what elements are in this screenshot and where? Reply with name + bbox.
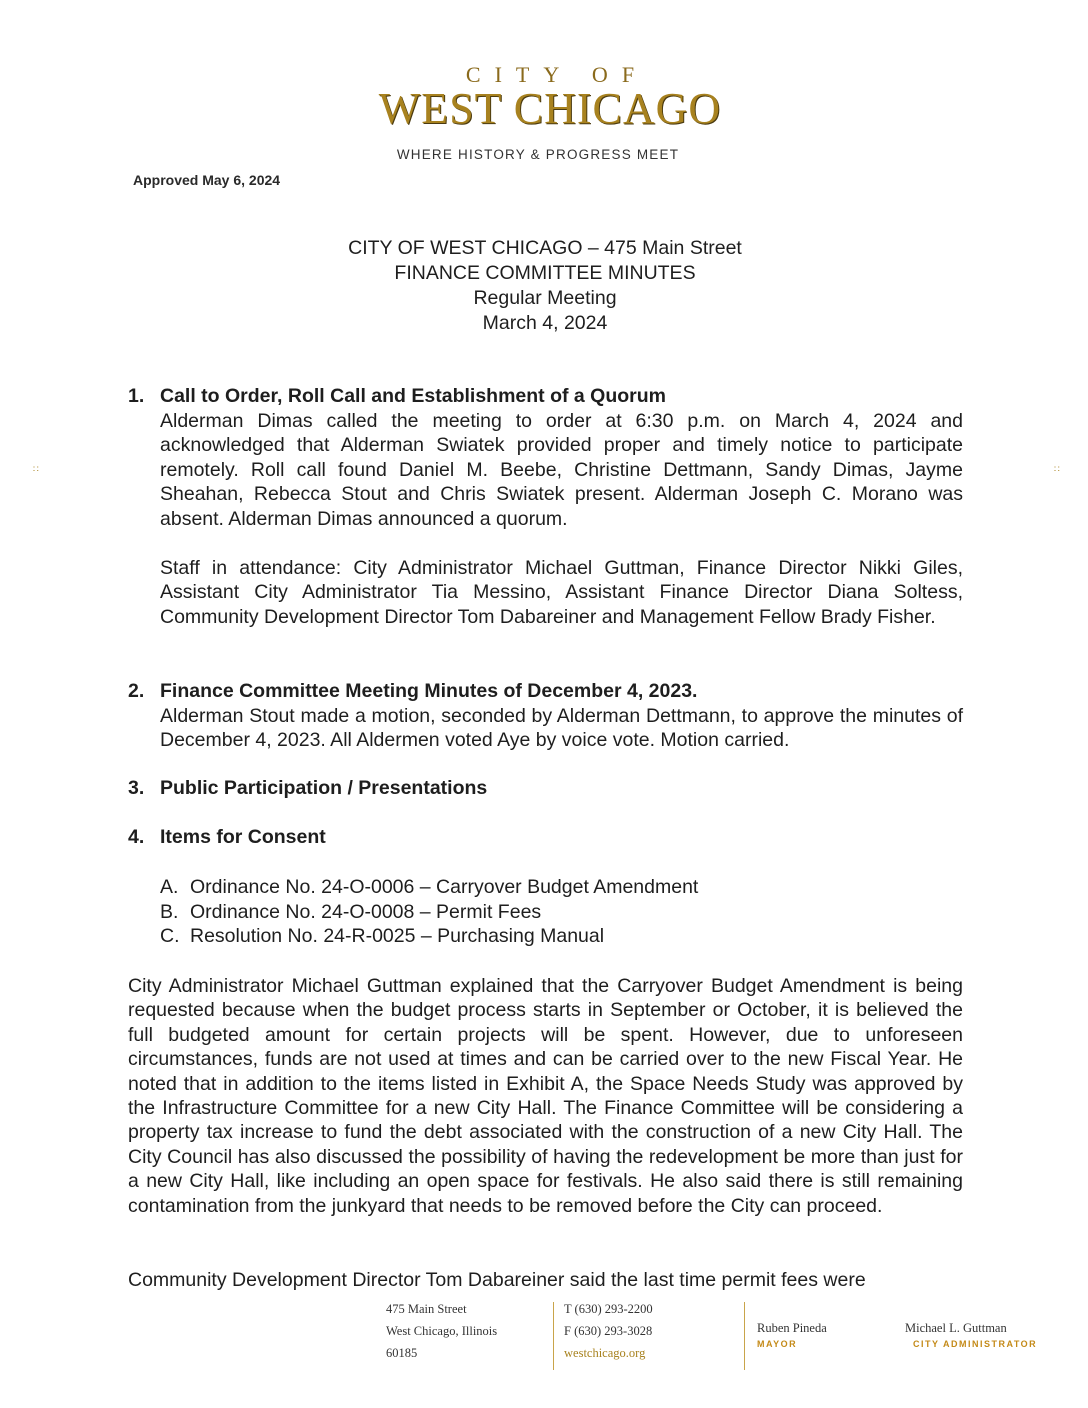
section-title-text: Finance Committee Meeting Minutes of December 4, 2023. xyxy=(160,680,698,702)
mayor-title: MAYOR xyxy=(757,1339,798,1349)
footer-mayor xyxy=(757,1320,827,1352)
list-item xyxy=(160,900,963,925)
section-4-title xyxy=(128,825,963,850)
footer-address xyxy=(386,1298,497,1364)
section-1 xyxy=(128,384,963,531)
footer-divider xyxy=(553,1302,554,1370)
body-paragraph-2: Community Development Director Tom Dabareiner said the last time permit fees were xyxy=(128,1269,866,1291)
administrator-name: Michael L. Guttman xyxy=(905,1321,1007,1335)
section-2-title xyxy=(128,679,963,704)
logo-city-of: CITY OF xyxy=(465,62,649,87)
address-line-1: 475 Main Street xyxy=(386,1302,467,1316)
body-paragraph-1-block xyxy=(128,974,963,1218)
footer-contact xyxy=(564,1298,653,1364)
item-label: A. xyxy=(160,876,179,898)
list-item xyxy=(160,924,963,949)
footer-divider xyxy=(744,1302,745,1370)
minutes-heading xyxy=(230,236,860,336)
section-number: 3. xyxy=(128,777,145,799)
phone-number: T (630) 293-2200 xyxy=(564,1302,653,1316)
section-number: 1. xyxy=(128,385,145,407)
section-2-paragraph: Alderman Stout made a motion, seconded by Alderman Dettmann, to approve the minutes of December 4, 2023. All Aldermen voted Aye by voice vote. Motion carried. xyxy=(160,705,963,752)
heading-line-2: FINANCE COMMITTEE MINUTES xyxy=(394,262,696,284)
fax-number: F (630) 293-3028 xyxy=(564,1324,653,1338)
logo-city-name: WEST CHICAGO xyxy=(378,84,722,133)
section-3-title xyxy=(128,776,963,801)
section-number: 4. xyxy=(128,826,145,848)
item-text: Ordinance No. 24-O-0006 – Carryover Budget Amendment xyxy=(190,876,699,898)
item-label: B. xyxy=(160,900,179,923)
section-title-text: Items for Consent xyxy=(160,826,326,848)
administrator-title: CITY ADMINISTRATOR xyxy=(913,1339,1038,1349)
letterhead-footer xyxy=(0,1298,1088,1378)
section-4 xyxy=(128,825,963,850)
tagline: WHERE HISTORY & PROGRESS MEET xyxy=(396,147,680,162)
body-paragraph-2-block xyxy=(128,1268,963,1292)
consent-list xyxy=(128,875,963,949)
address-line-2: West Chicago, Illinois xyxy=(386,1324,498,1338)
body-paragraph-1: City Administrator Michael Guttman explained that the Carryover Budget Amendment is being requested because when the budget process starts in September or October, it is believed the full budgeted amount for certain projects will be spent. However, due to unforeseen circumstances, funds are not used at times and can be carried over to the new Fiscal Year. He noted that in addition to the items listed in Exhibit A, the Space Needs Study was approved by the Infrastructure Committee for a new City Hall. The Finance Committee will be considering a property tax increase to fund the debt associated with the construction of a new City Hall. The City Council has also discussed the possibility of having the redevelopment be more than just for a new City Hall, like including an open space for festivals. He also said there is still remaining contamination from the junkyard that needs to be removed before the City can proceed. xyxy=(128,975,963,1217)
item-text: Resolution No. 24-R-0025 – Purchasing Manual xyxy=(190,925,605,948)
section-title-text: Public Participation / Presentations xyxy=(160,777,488,799)
heading-line-1: CITY OF WEST CHICAGO – 475 Main Street xyxy=(348,237,742,259)
list-item xyxy=(160,875,963,900)
approval-note: Approved May 6, 2024 xyxy=(133,172,281,188)
section-title-text: Call to Order, Roll Call and Establishment of a Quorum xyxy=(160,385,666,407)
section-1-title xyxy=(128,384,963,409)
section-1-paragraph-1: Alderman Dimas called the meeting to order at 6:30 p.m. on March 4, 2024 and acknowledged that Alderman Swiatek provided proper and timely notice to participate remotely. Roll call found Daniel M. Beebe, Christine Dettmann, Sandy Dimas, Jayme Sheahan, Rebecca Stout and Chris Swiatek present. Alderman Joseph C. Morano was absent. Alderman Dimas announced a quorum. xyxy=(160,410,963,530)
section-3 xyxy=(128,776,963,801)
section-number: 2. xyxy=(128,680,145,702)
item-text: Ordinance No. 24-O-0008 – Permit Fees xyxy=(190,900,542,923)
section-2 xyxy=(128,679,963,753)
margin-mark-left: ∷ xyxy=(33,464,39,474)
website-link[interactable]: westchicago.org xyxy=(564,1346,646,1360)
city-logo xyxy=(330,62,770,132)
mayor-name: Ruben Pineda xyxy=(757,1321,827,1335)
section-1-staff xyxy=(128,556,963,629)
item-label: C. xyxy=(160,925,180,948)
footer-administrator xyxy=(905,1320,1037,1352)
address-line-3: 60185 xyxy=(386,1346,418,1360)
heading-line-3: Regular Meeting xyxy=(473,287,617,309)
margin-mark-right: ∷ xyxy=(1054,464,1060,474)
heading-line-4: March 4, 2024 xyxy=(482,312,608,334)
section-1-paragraph-2: Staff in attendance: City Administrator Michael Guttman, Finance Director Nikki Giles, Assistant City Administrator Tia Messino, Assistant Finance Director Diana Soltess, Community Development Director Tom Dabareiner and Management Fellow Brady Fisher. xyxy=(160,557,963,628)
